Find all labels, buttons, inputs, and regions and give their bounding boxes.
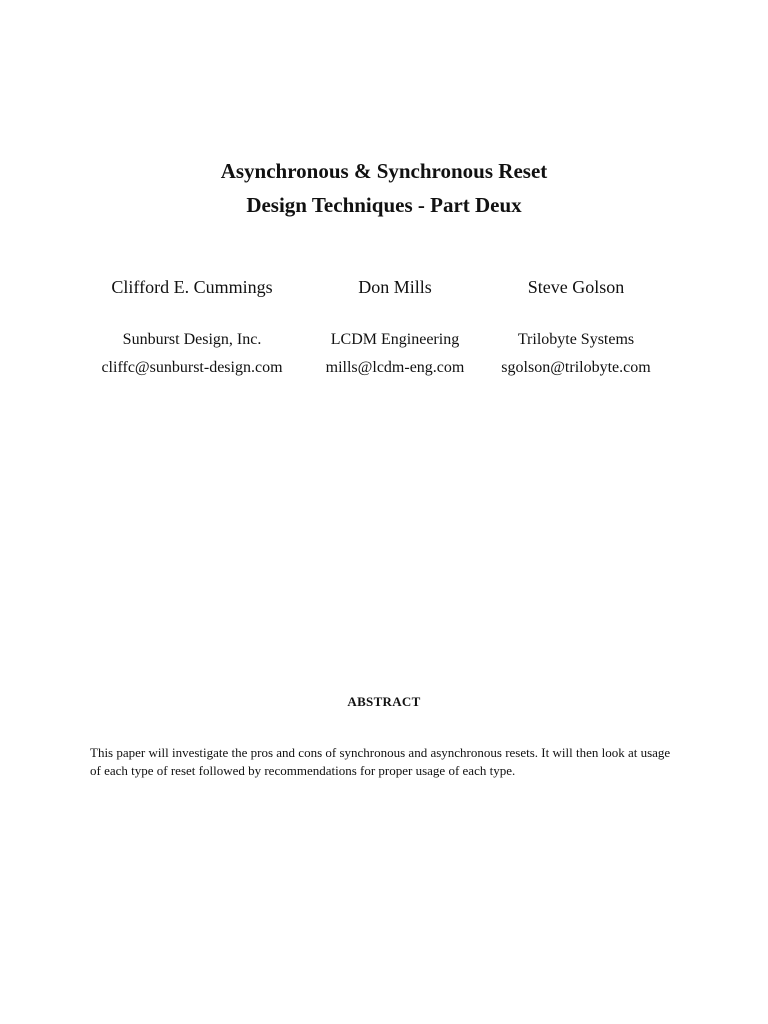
author-name: Clifford E. Cummings [111,277,273,297]
author-affiliation: Trilobyte Systems [517,331,635,348]
title-line-2: Design Techniques - Part Deux [246,193,522,217]
author-column [295,272,495,382]
author-affiliation: LCDM Engineering [330,331,460,348]
abstract-heading: ABSTRACT [347,694,421,709]
author-email: sgolson@trilobyte.com [501,359,651,376]
author-column [476,272,676,382]
author-affiliation: Sunburst Design, Inc. [122,331,262,348]
paper-title [0,154,768,222]
author-name: Steve Golson [527,277,625,297]
abstract-text: This paper will investigate the pros and cons of synchronous and asynchronous resets. It will then look at usage of each type of reset followed by recommendations for proper usage of each type. [90,745,671,778]
author-name: Don Mills [358,277,432,297]
author-email: mills@lcdm-eng.com [325,359,465,376]
author-column [77,272,307,382]
title-line-1: Asynchronous & Synchronous Reset [220,159,548,183]
author-email: cliffc@sunburst-design.com [101,359,283,376]
